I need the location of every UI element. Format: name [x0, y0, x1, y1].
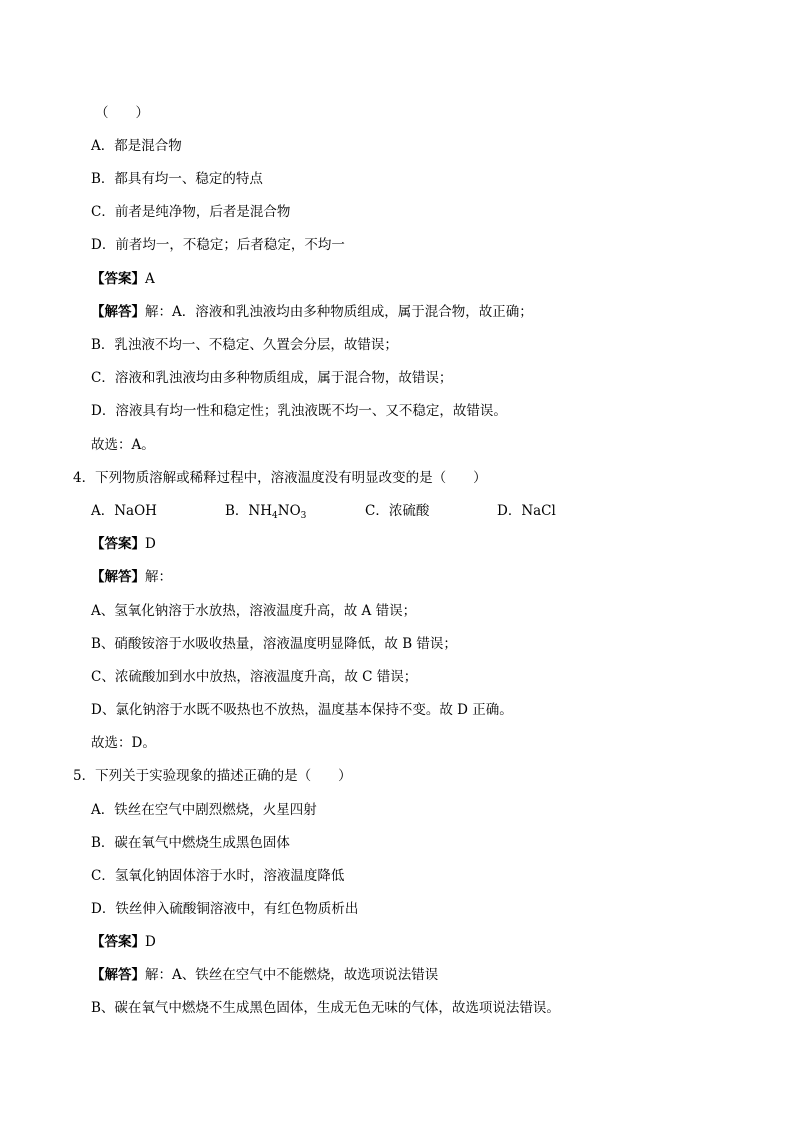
q4-answer — [91, 535, 156, 553]
q3-analysis-line: C．溶液和乳浊液均由多种物质组成，属于混合物，故错误； — [91, 370, 453, 386]
q3-analysis-line — [91, 303, 533, 321]
q4-option-b-mid: NO — [277, 503, 301, 519]
q4-option-a: A．NaOH — [91, 503, 157, 519]
answer-label: 【答案】 — [91, 271, 145, 287]
answer-value: D — [145, 934, 156, 950]
q4-conclusion: 故选：D。 — [91, 735, 156, 751]
q5-option-a: A．铁丝在空气中剧烈燃烧，火星四射 — [91, 802, 317, 818]
answer-label: 【答案】 — [91, 536, 145, 552]
answer-paren: （ ） — [95, 105, 149, 121]
q3-option-c: C．前者是纯净物，后者是混合物 — [91, 204, 291, 220]
q3-conclusion: 故选：A。 — [91, 437, 155, 453]
analysis-text: 解： — [145, 569, 172, 585]
answer-value: A — [145, 271, 155, 287]
q5-stem: 5．下列关于实验现象的描述正确的是（ ） — [73, 768, 352, 784]
q5-option-b: B．碳在氧气中燃烧生成黑色固体 — [91, 835, 290, 851]
q5-analysis-line — [91, 966, 438, 984]
q4-option-b-sub2: 3 — [300, 511, 307, 521]
q4-analysis-line: C、浓硫酸加到水中放热，溶液温度升高，故 C 错误； — [91, 669, 418, 685]
q4-option-b-sub1: 4 — [272, 511, 278, 521]
q3-analysis-line: D．溶液具有均一性和稳定性；乳浊液既不均一、又不稳定，故错误。 — [91, 403, 507, 419]
q4-option-d: D．NaCl — [497, 503, 556, 519]
q5-answer — [91, 933, 156, 951]
q4-analysis-line: D、氯化钠溶于水既不吸热也不放热，温度基本保持不变。故 D 正确。 — [91, 702, 513, 718]
analysis-label: 【解答】 — [91, 304, 145, 320]
analysis-text: 解：A．溶液和乳浊液均由多种物质组成，属于混合物，故正确； — [145, 304, 533, 320]
q4-option-b-prefix: B．NH — [225, 503, 273, 519]
q3-analysis-line: B．乳浊液不均一、不稳定、久置会分层，故错误； — [91, 337, 398, 353]
q3-option-b: B．都具有均一、稳定的特点 — [91, 171, 263, 187]
analysis-label: 【解答】 — [91, 569, 145, 585]
analysis-label: 【解答】 — [91, 967, 145, 983]
q4-analysis-line: A、氢氧化钠溶于水放热，溶液温度升高，故 A 错误； — [91, 603, 417, 619]
q4-analysis-head — [91, 568, 172, 586]
q3-option-a: A．都是混合物 — [91, 138, 182, 154]
q4-analysis-line: B、硝酸铵溶于水吸收热量，溶液温度明显降低，故 B 错误； — [91, 636, 457, 652]
q4-option-c: C．浓硫酸 — [365, 503, 430, 519]
answer-value: D — [145, 536, 156, 552]
q5-option-c: C．氢氧化钠固体溶于水时，溶液温度降低 — [91, 868, 345, 884]
q3-answer — [91, 270, 155, 288]
q4-stem: 4．下列物质溶解或稀释过程中，溶液温度没有明显改变的是（ ） — [73, 470, 487, 486]
q3-option-d: D．前者均一，不稳定；后者稳定，不均一 — [91, 237, 345, 253]
analysis-text: 解：A、铁丝在空气中不能燃烧，故选项说法错误 — [145, 967, 439, 983]
q5-option-d: D．铁丝伸入硫酸铜溶液中，有红色物质析出 — [91, 901, 359, 917]
answer-label: 【答案】 — [91, 934, 145, 950]
q4-option-b — [225, 502, 306, 520]
q5-analysis-line: B、碳在氧气中燃烧不生成黑色固体，生成无色无味的气体，故选项说法错误。 — [91, 1000, 560, 1016]
q4-options — [91, 502, 611, 520]
